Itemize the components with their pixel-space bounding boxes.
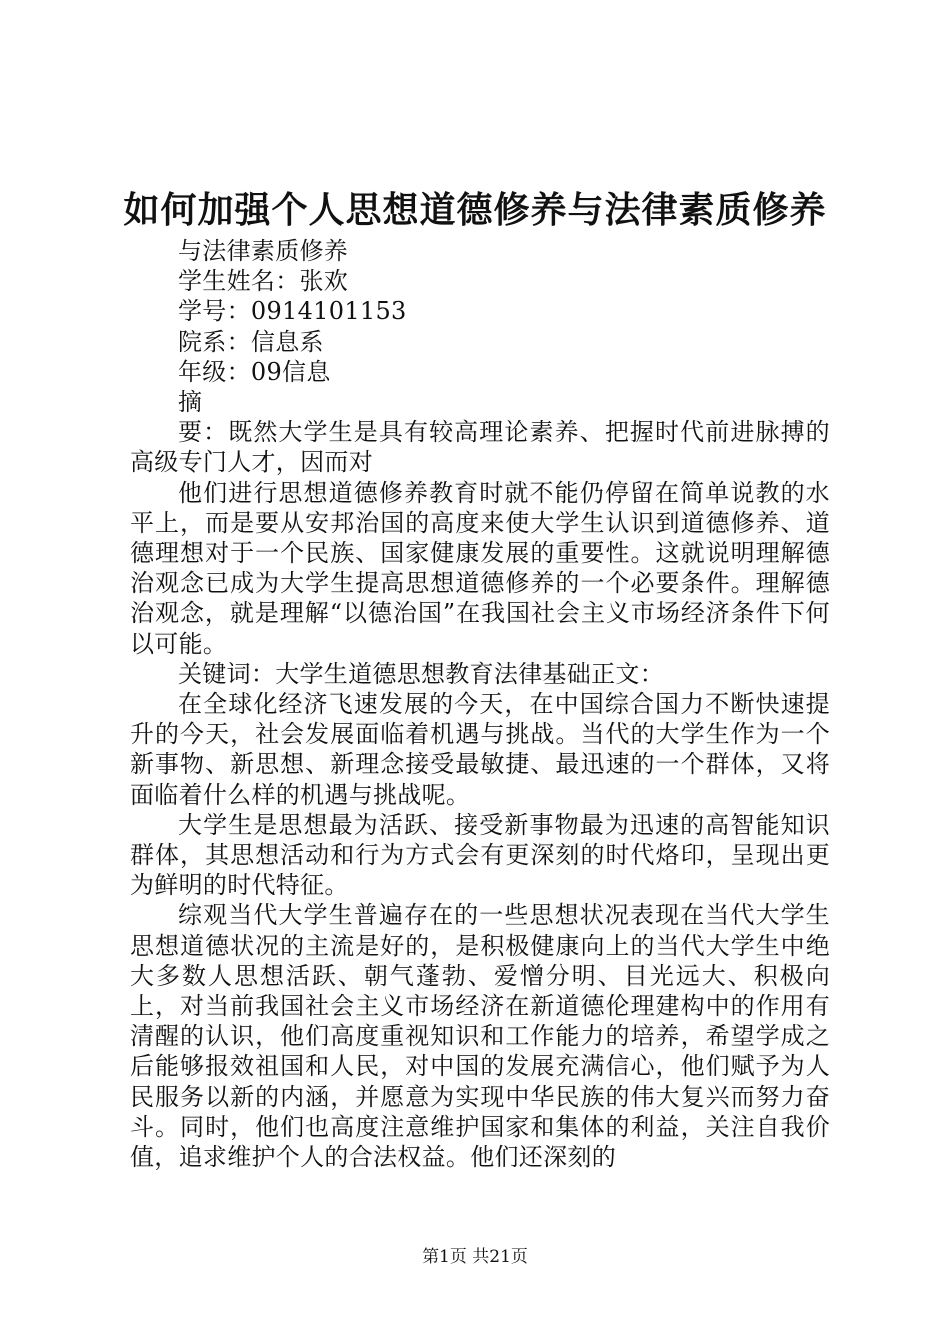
paragraph: 综观当代大学生普遍存在的一些思想状况表现在当代大学生思想道德状况的主流是好的，是积极健康向上的当代大学生中绝大多数人思想活跃、朝气蓬勃、爱憎分明、目光远大、积极向上，对当前我国社会主义市场经济在新道德伦理建构中的作用有清醒的认识，他们高度重视知识和工作能力的培养，希望学成之后能够报效祖国和人民，对中国的发展充满信心，他们赋予为人民服务以新的内涵，并愿意为实现中华民族的伟大复兴而努力奋斗。同时，他们也高度注意维护国家和集体的利益，关注自我价值，追求维护个人的合法权益。他们还深刻的 bbox=[130, 901, 830, 1172]
paragraph: 在全球化经济飞速发展的今天，在中国综合国力不断快速提升的今天，社会发展面临着机遇与挑战。当代的大学生作为一个新事物、新思想、新理念接受最敏捷、最迅速的一个群体，又将面临着什么样的机遇与挑战呢。 bbox=[130, 690, 830, 809]
document-title: 如何加强个人思想道德修养与法律素质修养 bbox=[123, 189, 827, 231]
paragraph: 学生姓名：张欢 bbox=[178, 267, 349, 296]
paragraph: 年级：09信息 bbox=[178, 357, 331, 386]
document-body bbox=[130, 236, 830, 1172]
paragraph: 院系：信息系 bbox=[178, 327, 324, 356]
paragraph: 大学生是思想最为活跃、接受新事物最为迅速的高智能知识群体，其思想活动和行为方式会有更深刻的时代烙印，呈现出更为鲜明的时代特征。 bbox=[130, 810, 830, 900]
paragraph: 摘 bbox=[178, 388, 203, 417]
paragraph: 关键词：大学生道德思想教育法律基础正文： bbox=[178, 659, 664, 688]
paragraph: 学号：0914101153 bbox=[178, 297, 407, 326]
paragraph: 要：既然大学生是具有较高理论素养、把握时代前进脉搏的高级专门人才，因而对 bbox=[130, 418, 830, 477]
page-footer: 第1页 共21页 bbox=[422, 1247, 528, 1267]
paragraph: 他们进行思想道德修养教育时就不能仍停留在简单说教的水平上，而是要从安邦治国的高度来使大学生认识到道德修养、道德理想对于一个民族、国家健康发展的重要性。这就说明理解德治观念已成为大学生提高思想道德修养的一个必要条件。理解德治观念，就是理解“以德治国”在我国社会主义市场经济条件下何以可能。 bbox=[130, 478, 830, 658]
paragraph: 与法律素质修养 bbox=[178, 237, 349, 265]
